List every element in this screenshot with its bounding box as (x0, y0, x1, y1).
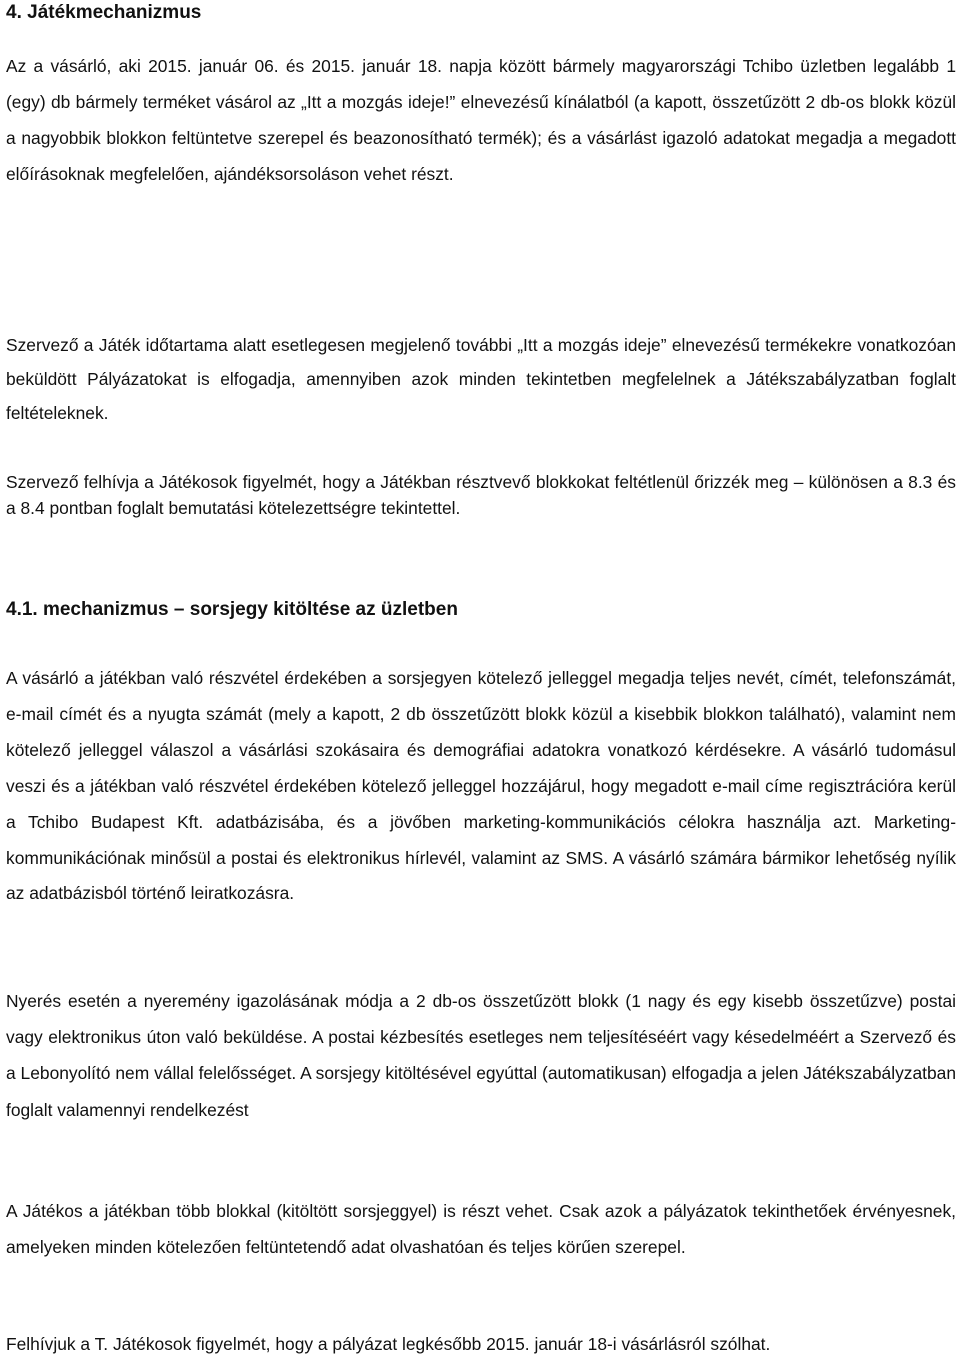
subsection-title: 4.1. mechanizmus – sorsjegy kitöltése az üzletben (6, 599, 458, 620)
section-title: 4. Játékmechanizmus (6, 2, 202, 23)
paragraph-multiple-entries: A Játékos a játékban több blokkal (kitöltött sorsjeggyel) is részt vehet. Csak azok a pályázatok tekinthetőek érvényesnek, amelyeken minden kötelezően feltüntetendő adat olvashatóan és teljes körűen szerepel. (6, 1201, 956, 1258)
paragraph-eligibility: Az a vásárló, aki 2015. január 06. és 2015. január 18. napja között bármely magyarországi Tchibo üzletben legalább 1 (egy) db bármely terméket vásárol az „Itt a mozgás ideje!” elnevezésű kínálatból (a kapott, összetűzött 2 db-os blokk közül a nagyobbik blokkon feltüntetve szerepel és beazonosítható termék); és a vásárlást igazoló adatokat megadja a megadott előírásoknak megfelelően, ajándéksorsoláson vehet részt. (6, 56, 956, 184)
paragraph-ticket-details: A vásárló a játékban való részvétel érdekében a sorsjegyen kötelező jelleggel megadja teljes nevét, címét, telefonszámát, e-mail címét és a nyugta számát (mely a kapott, 2 db összetűzött blokk közül a kisebbik blokkon található), valamint nem kötelező jelleggel válaszol a vásárlási szokásaira és demográfiai adatokra vonatkozó kérdésekre. A vásárló tudomásul veszi és a játékban való részvétel érdekében kötelező jelleggel hozzájárul, hogy megadott e-mail címe regisztrációra kerül a Tchibo Budapest Kft. adatbázisába, és a jövőben marketing-kommunikációs célokra használja azt. Marketing-kommunikációnak minősül a postai és elektronikus hírlevél, valamint az SMS. A vásárló számára bármikor lehetőség nyílik az adatbázisból történő leiratkozásra. (6, 668, 956, 904)
paragraph-deadline-notice: Felhívjuk a T. Játékosok figyelmét, hogy a pályázat legkésőbb 2015. január 18-i vásárlásról szólhat. (6, 1334, 771, 1354)
paragraph-keep-receipts: Szervező felhívja a Játékosok figyelmét, hogy a Játékban résztvevő blokkokat feltétlenül őrizzék meg – különösen a 8.3 és a 8.4 pontban foglalt bemutatási kötelezettségre tekintettel. (6, 472, 956, 518)
paragraph-winning-proof: Nyerés esetén a nyeremény igazolásának módja a 2 db-os összetűzött blokk (1 nagy és egy kisebb összetűzve) postai vagy elektronikus úton való beküldése. A postai kézbesítés esetleges nem teljesítéséért vagy késedelméért a Szervező és a Lebonyolító nem vállal felelősséget. A sorsjegy kitöltésével egyúttal (automatikusan) elfogadja a jelen Játékszabályzatban foglalt valamennyi rendelkezést (6, 991, 956, 1120)
paragraph-additional-products: Szervező a Játék időtartama alatt esetlegesen megjelenő további „Itt a mozgás ideje” elnevezésű termékekre vonatkozóan beküldött Pályázatokat is elfogadja, amennyiben azok minden tekintetben megfelelnek a Játékszabályzatban foglalt feltételeknek. (6, 335, 956, 423)
